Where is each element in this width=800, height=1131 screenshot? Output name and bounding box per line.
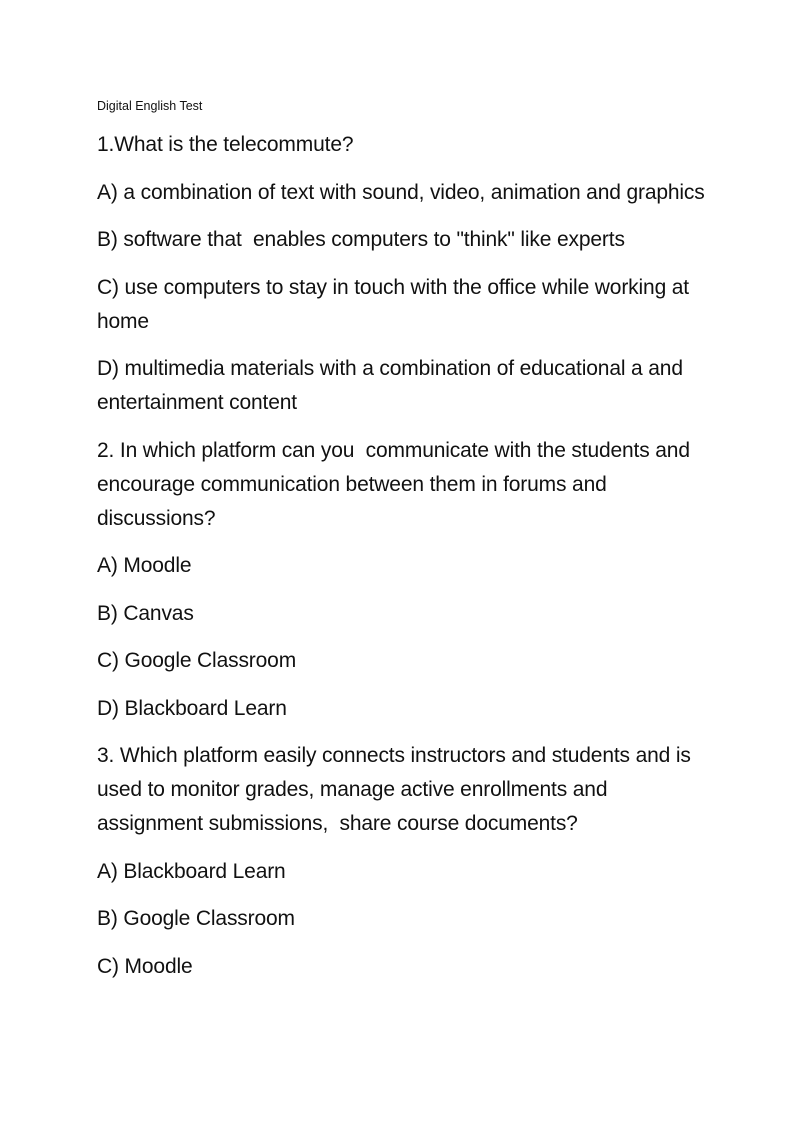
question-1-option-d: D) multimedia materials with a combination of educational a and entertainment content — [97, 357, 689, 414]
question-1-option-c: C) use computers to stay in touch with the office while working at home — [97, 275, 695, 333]
question-2-option-b: B) Canvas — [97, 601, 194, 625]
question-1-option-a: A) a combination of text with sound, video, animation and graphics — [97, 180, 705, 204]
document-header: Digital English Test — [97, 99, 203, 113]
document-body — [97, 128, 717, 997]
question-3-option-c: C) Moodle — [97, 954, 193, 978]
question-3-option-b: B) Google Classroom — [97, 907, 295, 930]
question-2-option-a: A) Moodle — [97, 554, 192, 577]
question-1: 1.What is the telecommute? — [97, 133, 354, 156]
question-2-option-c: C) Google Classroom — [97, 649, 297, 672]
question-3-option-a: A) Blackboard Learn — [97, 859, 286, 883]
question-2-option-d: D) Blackboard Learn — [97, 696, 287, 720]
question-1-option-b: B) software that enables computers to "think" like experts — [97, 228, 625, 251]
question-2: 2. In which platform can you communicate with the students and encourage communication between them in forums and discussions? — [97, 438, 696, 530]
question-3: 3. Which platform easily connects instructors and students and is used to monitor grades, manage active enrollments and assignment submissions, share course documents? — [97, 744, 697, 835]
